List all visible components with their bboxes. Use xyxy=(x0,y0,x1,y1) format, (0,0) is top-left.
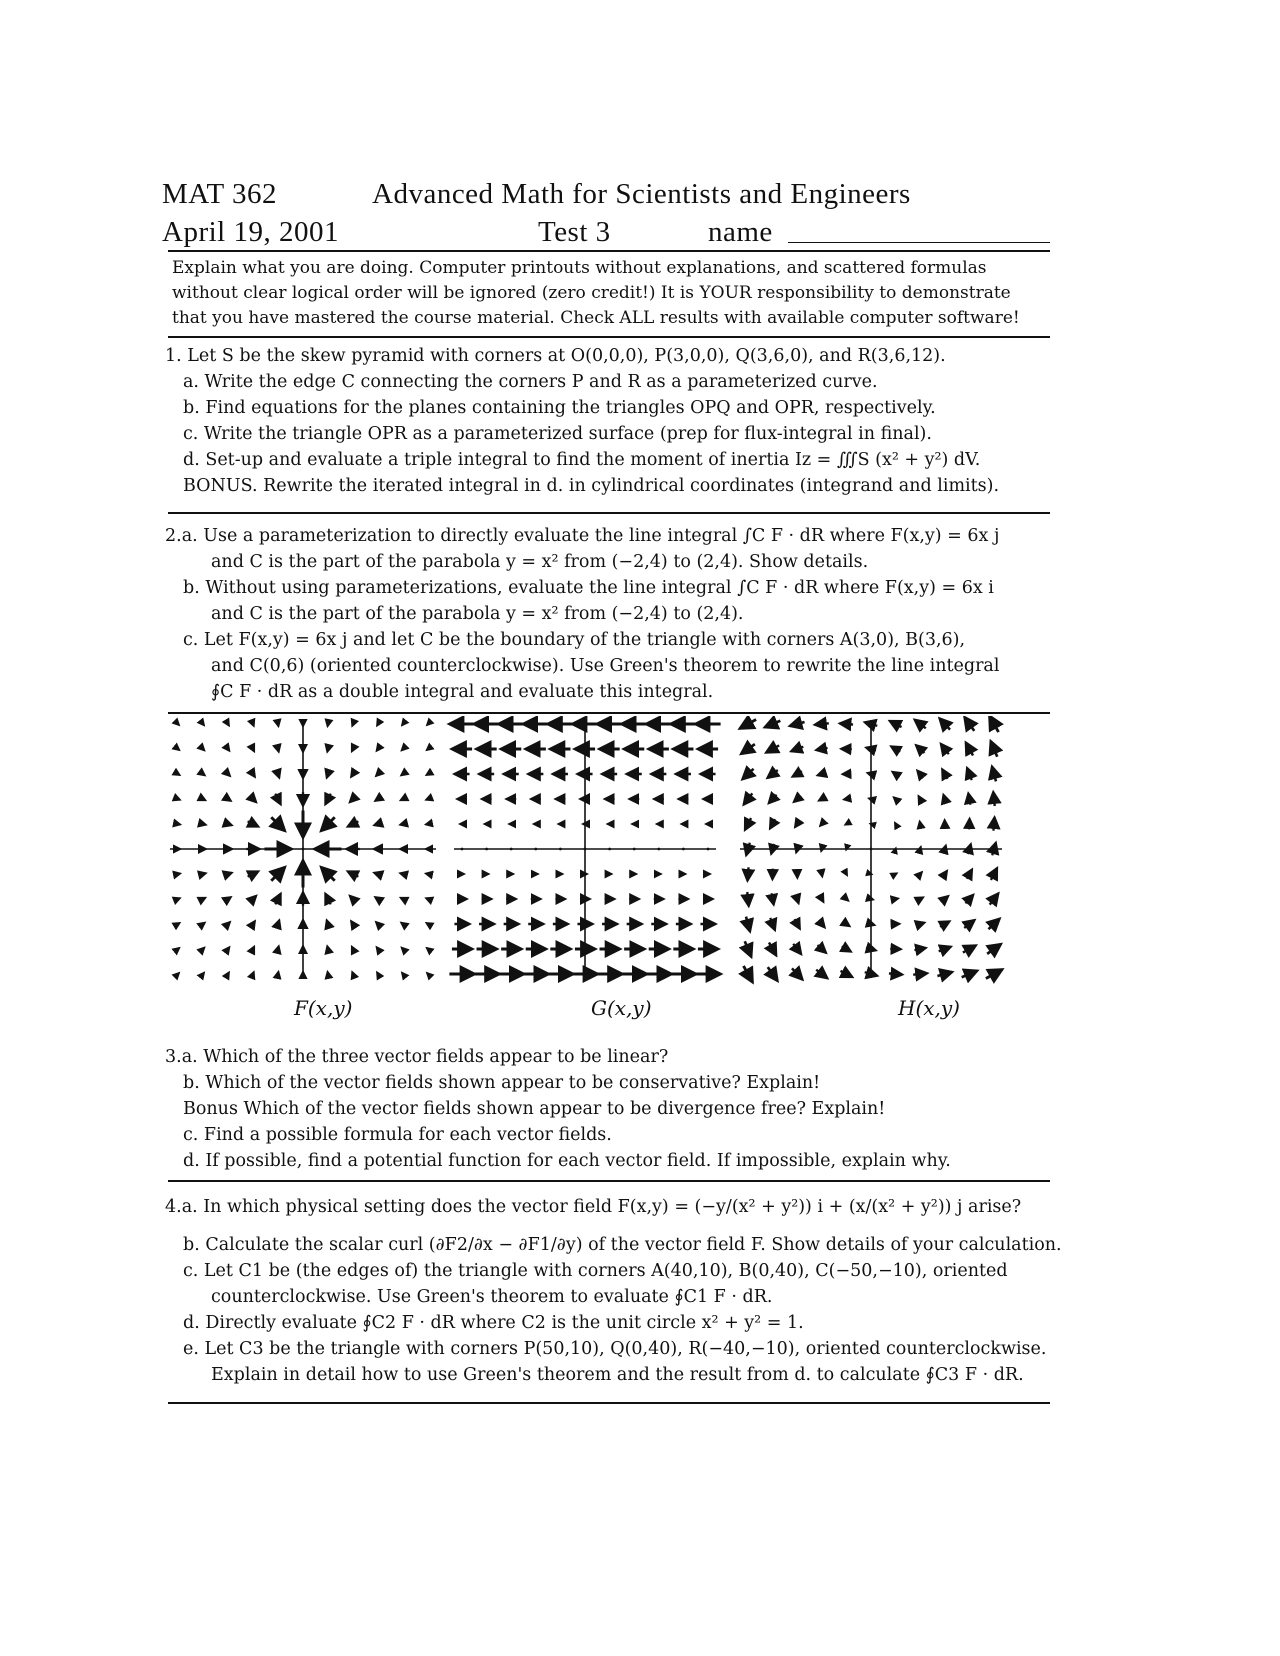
field-arrow xyxy=(401,747,404,750)
field-arrow xyxy=(227,972,229,976)
field-arrow xyxy=(867,923,875,925)
field-label-f: F(x,y) xyxy=(294,996,353,1020)
field-arrow xyxy=(745,941,751,956)
field-arrow xyxy=(401,947,404,950)
field-arrow xyxy=(894,873,897,875)
field-arrow xyxy=(844,897,848,901)
q4-part-a: 4.a. In which physical setting does the vector field F(x,y) = (−y/(x² + y²)) i + (x/(x² + y²)) j arise? xyxy=(165,1197,1022,1217)
q4-part-c: c. Let C1 be (the edges of) the triangle with corners A(40,10), B(0,40), C(−50,−10), oriented xyxy=(183,1261,1008,1281)
field-arrow xyxy=(744,966,753,982)
field-arrow xyxy=(819,920,825,927)
rule-q1-bottom xyxy=(168,512,1050,514)
field-arrow xyxy=(252,722,254,727)
field-arrow xyxy=(821,846,822,851)
field-arrow xyxy=(986,970,1002,979)
field-arrow xyxy=(795,919,800,929)
test-number: Test 3 xyxy=(538,216,611,248)
field-arrow xyxy=(817,945,826,953)
field-arrow xyxy=(992,767,996,782)
field-arrow xyxy=(943,795,946,804)
field-arrow xyxy=(940,718,950,729)
field-dot xyxy=(559,848,562,851)
field-arrow xyxy=(176,898,181,900)
field-arrow xyxy=(840,971,852,977)
field-label-g: G(x,y) xyxy=(591,996,652,1020)
field-arrow xyxy=(400,873,406,875)
field-arrow xyxy=(968,844,971,854)
field-arrow xyxy=(425,873,430,874)
field-arrow xyxy=(176,948,179,951)
field-arrow xyxy=(277,721,278,726)
field-arrow xyxy=(352,972,354,977)
instructions-line-3: that you have mastered the course material. Check ALL results with available computer software! xyxy=(172,308,1020,328)
field-arrow xyxy=(745,818,751,830)
field-arrow xyxy=(944,845,946,853)
field-arrow xyxy=(201,772,205,775)
field-arrow xyxy=(252,972,254,977)
field-arrow xyxy=(176,923,180,925)
field-arrow xyxy=(327,920,330,928)
q3-part-a: 3.a. Which of the three vector fields appear to be linear? xyxy=(165,1047,669,1067)
field-arrow xyxy=(966,743,973,756)
field-arrow xyxy=(769,943,776,956)
field-arrow xyxy=(271,817,285,831)
q1-part-d: d. Set-up and evaluate a triple integral to find the moment of inertia Iz = ∭S (x² + y²) dV. xyxy=(183,450,981,470)
field-arrow xyxy=(889,973,902,974)
field-arrow xyxy=(202,972,205,975)
field-dot xyxy=(657,848,660,851)
field-arrow xyxy=(746,917,750,932)
field-arrow xyxy=(402,722,405,725)
field-arrow xyxy=(401,922,405,925)
field-arrow xyxy=(275,894,280,905)
q2-part-c-cont1: and C(0,6) (oriented counterclockwise). Use Green's theorem to rewrite the line integral xyxy=(211,656,1000,676)
field-arrow xyxy=(374,823,382,826)
field-arrow xyxy=(967,768,972,780)
vector-field-f xyxy=(170,720,436,978)
field-arrow xyxy=(817,773,826,776)
field-arrow xyxy=(747,892,748,906)
q4-part-e: e. Let C3 be the triangle with corners P(50,10), Q(0,40), R(−40,−10), oriented counterclockwise. xyxy=(183,1339,1047,1359)
field-arrow xyxy=(917,770,923,777)
field-arrow xyxy=(400,898,405,901)
field-arrow xyxy=(820,896,824,902)
field-arrow xyxy=(766,745,779,752)
field-arrow xyxy=(916,745,925,753)
course-code: MAT 362 xyxy=(162,178,277,210)
field-arrow xyxy=(376,772,381,777)
field-arrow xyxy=(895,848,896,851)
field-arrow xyxy=(941,744,949,754)
field-arrow xyxy=(200,898,205,901)
field-arrow xyxy=(427,723,430,726)
field-arrow xyxy=(350,796,357,803)
field-arrow xyxy=(375,897,381,901)
field-arrow xyxy=(376,747,379,751)
q4-part-b: b. Calculate the scalar curl (∂F2/∂x − ∂F1/∂y) of the vector field F. Show details of your calculation. xyxy=(183,1235,1062,1255)
field-arrow xyxy=(250,796,257,803)
field-dot xyxy=(485,848,488,851)
field-arrow xyxy=(374,873,382,876)
question-4 xyxy=(165,1192,1062,1388)
field-arrow xyxy=(988,919,999,929)
field-dot xyxy=(534,848,537,851)
field-arrow xyxy=(962,971,977,977)
field-arrow xyxy=(963,945,976,952)
field-arrow xyxy=(375,797,381,801)
q4-part-e-cont: Explain in detail how to use Green's theorem and the result from d. to calculate ∮C3 F · dR. xyxy=(211,1365,1024,1385)
question-3 xyxy=(165,1044,1055,1174)
field-arrow xyxy=(842,946,851,951)
field-arrow xyxy=(427,973,430,976)
q4-part-d: d. Directly evaluate ∮C2 F · dR where C2 is the unit circle x² + y² = 1. xyxy=(183,1313,804,1333)
field-arrow xyxy=(765,721,780,727)
field-dot xyxy=(461,848,464,851)
field-arrow xyxy=(426,773,430,775)
field-arrow xyxy=(325,894,330,905)
field-dot xyxy=(633,848,636,851)
instructions-line-2: without clear logical order will be ignored (zero credit!) It is YOUR responsibility to demonstrate xyxy=(172,283,1011,303)
field-arrow xyxy=(321,867,335,881)
field-arrow xyxy=(352,722,354,727)
field-arrow xyxy=(252,946,255,951)
field-arrow xyxy=(175,823,180,824)
field-arrow xyxy=(796,895,799,904)
field-arrow xyxy=(768,967,778,981)
field-arrow xyxy=(277,971,278,976)
field-arrow xyxy=(870,824,873,825)
field-arrow xyxy=(767,770,777,778)
field-arrow xyxy=(815,723,829,724)
field-arrow xyxy=(226,772,231,777)
field-arrow xyxy=(793,944,801,954)
field-arrow xyxy=(250,896,257,903)
q2-part-a: 2.a. Use a parameterization to directly evaluate the line integral ∫C F · dR where F(x,y) = 6x j xyxy=(165,526,1000,546)
field-arrow xyxy=(402,972,405,975)
field-arrow xyxy=(251,921,255,927)
field-arrow xyxy=(350,896,357,903)
field-arrow xyxy=(176,773,180,775)
field-arrow xyxy=(796,845,798,853)
field-arrow xyxy=(271,867,285,881)
field-arrow xyxy=(747,867,748,880)
field-arrow xyxy=(844,798,850,799)
field-arrow xyxy=(327,946,329,952)
field-arrow xyxy=(426,948,429,951)
field-arrow xyxy=(867,773,875,775)
field-arrow xyxy=(224,873,232,876)
rule-q2-bottom xyxy=(168,712,1050,714)
rule-q3-bottom xyxy=(168,1180,1050,1182)
field-arrow xyxy=(248,821,259,826)
field-arrow xyxy=(819,797,825,801)
field-arrow xyxy=(400,823,406,825)
field-dot xyxy=(707,848,710,851)
field-arrow xyxy=(175,873,180,874)
field-arrow xyxy=(820,822,824,826)
field-arrow xyxy=(942,871,947,878)
field-arrow xyxy=(425,823,430,824)
course-title: Advanced Math for Scientists and Engineers xyxy=(372,178,911,210)
field-arrow xyxy=(251,771,255,777)
field-arrow xyxy=(792,771,802,776)
field-arrow xyxy=(920,821,921,827)
field-arrow xyxy=(821,871,822,877)
field-arrow xyxy=(846,872,848,875)
field-arrow xyxy=(914,948,926,950)
field-arrow xyxy=(426,923,430,925)
field-arrow xyxy=(327,746,329,752)
field-arrow xyxy=(327,770,330,778)
field-arrow xyxy=(327,721,328,726)
field-arrow xyxy=(252,746,255,751)
q2-part-c-cont2: ∮C F · dR as a double integral and evaluate this integral. xyxy=(211,682,714,702)
field-arrow xyxy=(868,798,873,799)
field-arrow xyxy=(426,748,429,751)
field-arrow xyxy=(742,769,753,779)
field-arrow xyxy=(176,798,181,800)
field-arrow xyxy=(816,748,828,750)
field-arrow xyxy=(918,796,922,802)
q2-part-b-cont: and C is the part of the parabola y = x² from (−2,4) to (2,4). xyxy=(211,604,744,624)
field-arrow xyxy=(917,897,923,901)
field-arrow xyxy=(993,817,994,830)
field-arrow xyxy=(792,968,802,979)
question-2 xyxy=(165,523,1055,705)
field-arrow xyxy=(967,869,972,878)
field-arrow xyxy=(770,918,775,930)
field-arrow xyxy=(913,973,927,974)
field-arrow xyxy=(325,794,330,805)
field-arrow xyxy=(790,722,805,726)
field-arrow xyxy=(993,792,994,806)
field-arrow xyxy=(893,797,897,801)
field-arrow xyxy=(771,844,774,854)
field-arrow xyxy=(224,823,232,826)
name-line xyxy=(788,242,1050,243)
name-label: name xyxy=(708,216,773,248)
q3-bonus: Bonus Which of the vector fields shown appear to be divergence free? Explain! xyxy=(183,1099,886,1119)
rule-bottom xyxy=(168,1402,1050,1404)
field-dot xyxy=(682,848,685,851)
field-arrow xyxy=(965,717,975,731)
field-arrow xyxy=(348,871,359,876)
q1-part-a: a. Write the edge C connecting the corners P and R as a parameterized curve. xyxy=(183,372,878,392)
field-arrow xyxy=(200,873,206,875)
field-arrow xyxy=(226,747,229,751)
field-arrow xyxy=(202,722,205,725)
question-1 xyxy=(165,343,1055,499)
field-arrow xyxy=(740,720,756,729)
field-arrow xyxy=(200,823,206,825)
q1-bonus: BONUS. Rewrite the iterated integral in d. in cylindrical coordinates (integrand and limits). xyxy=(183,476,1000,496)
q1-part-c: c. Write the triangle OPR as a parameterized surface (prep for flux-integral in final). xyxy=(183,424,932,444)
q1-part-b: b. Find equations for the planes containing the triangles OPQ and OPR, respectively. xyxy=(183,398,936,418)
field-arrow xyxy=(891,746,900,751)
field-arrow xyxy=(177,973,180,976)
instructions xyxy=(172,256,1050,331)
q4-part-c-cont: counterclockwise. Use Green's theorem to evaluate ∮C1 F · dR. xyxy=(211,1287,773,1307)
vector-fields-figure xyxy=(170,716,1050,996)
field-label-h: H(x,y) xyxy=(898,996,960,1020)
field-arrow xyxy=(918,872,922,876)
field-arrow xyxy=(277,746,279,752)
field-arrow xyxy=(769,795,777,804)
field-arrow xyxy=(846,848,847,851)
field-arrow xyxy=(870,874,873,875)
vector-field-h xyxy=(740,716,1002,982)
field-arrow xyxy=(893,898,899,899)
field-arrow xyxy=(919,846,920,851)
field-arrow xyxy=(941,896,948,902)
field-arrow xyxy=(866,748,876,751)
field-arrow xyxy=(990,716,999,732)
field-arrow xyxy=(351,771,355,777)
field-arrow xyxy=(937,972,952,976)
field-arrow xyxy=(942,769,947,779)
q1-stem: 1. Let S be the skew pyramid with corners at O(0,0,0), P(3,0,0), Q(3,6,0), and R(3,6,12). xyxy=(165,346,946,366)
field-arrow xyxy=(401,772,405,775)
instructions-line-1: Explain what you are doing. Computer printouts without explanations, and scattered formulas xyxy=(172,258,987,278)
rule-instructions-bottom xyxy=(168,336,1050,338)
field-arrow xyxy=(426,798,431,800)
field-arrow xyxy=(400,798,405,801)
field-arrow xyxy=(964,920,974,928)
field-arrow xyxy=(892,772,899,777)
field-arrow xyxy=(225,797,231,801)
field-arrow xyxy=(791,747,803,752)
q3-part-b: b. Which of the vector fields shown appear to be conservative? Explain! xyxy=(183,1073,821,1093)
field-arrow xyxy=(940,921,950,926)
q2-part-a-cont: and C is the part of the parabola y = x² from (−2,4) to (2,4). Show details. xyxy=(211,552,869,572)
field-arrow xyxy=(426,898,431,900)
field-arrow xyxy=(275,794,280,805)
field-arrow xyxy=(201,922,205,925)
field-dot xyxy=(510,848,513,851)
field-arrow xyxy=(226,922,231,927)
field-arrow xyxy=(794,796,801,802)
field-arrow xyxy=(916,923,925,926)
field-arrow xyxy=(770,819,775,828)
field-arrow xyxy=(890,721,902,727)
field-arrow xyxy=(248,871,259,876)
q2-part-b: b. Without using parameterizations, evaluate the line integral ∫C F · dR where F(x,y) = 6x i xyxy=(183,578,994,598)
field-arrow xyxy=(377,722,379,726)
field-dot xyxy=(870,848,873,851)
field-arrow xyxy=(226,947,229,951)
field-arrow xyxy=(968,793,970,805)
field-arrow xyxy=(201,747,204,750)
field-arrow xyxy=(201,947,204,950)
q3-part-c: c. Find a possible formula for each vector fields. xyxy=(183,1125,612,1145)
field-arrow xyxy=(352,746,355,751)
field-arrow xyxy=(177,723,180,726)
field-arrow xyxy=(845,823,848,825)
field-arrow xyxy=(227,722,229,726)
field-dot xyxy=(584,848,587,851)
field-arrow xyxy=(840,723,853,724)
test-date: April 19, 2001 xyxy=(162,216,339,248)
field-arrow xyxy=(843,922,850,927)
field-arrow xyxy=(816,970,827,979)
field-arrow xyxy=(327,971,328,976)
field-arrow xyxy=(277,946,279,952)
field-arrow xyxy=(176,748,179,751)
field-arrow xyxy=(990,893,999,904)
vector-field-g xyxy=(449,720,720,978)
field-arrow xyxy=(965,895,973,904)
field-arrow xyxy=(795,821,800,828)
field-arrow xyxy=(991,868,997,880)
field-arrow xyxy=(377,972,379,976)
field-arrow xyxy=(277,920,280,928)
field-arrow xyxy=(352,946,355,951)
q2-part-c: c. Let F(x,y) = 6x j and let C be the boundary of the triangle with corners A(3,0), B(3,6), xyxy=(183,630,966,650)
field-arrow xyxy=(225,897,231,901)
field-arrow xyxy=(868,898,873,899)
field-dot xyxy=(608,848,611,851)
field-arrow xyxy=(895,822,897,825)
field-arrow xyxy=(351,921,355,927)
field-arrow xyxy=(376,922,381,927)
field-arrow xyxy=(772,893,774,905)
field-arrow xyxy=(915,720,926,729)
rule-top xyxy=(168,250,1050,252)
field-arrow xyxy=(939,947,951,952)
field-arrow xyxy=(321,817,335,831)
field-arrow xyxy=(200,798,205,801)
field-dot xyxy=(302,848,305,851)
field-arrow xyxy=(376,947,379,951)
field-arrow xyxy=(987,944,1001,954)
field-arrow xyxy=(744,793,753,804)
field-arrow xyxy=(348,821,359,826)
field-arrow xyxy=(277,770,280,778)
field-arrow xyxy=(741,744,755,754)
field-arrow xyxy=(991,741,997,756)
q3-part-d: d. If possible, find a potential function for each vector field. If impossible, explain why. xyxy=(183,1151,951,1171)
field-arrow xyxy=(866,948,876,951)
